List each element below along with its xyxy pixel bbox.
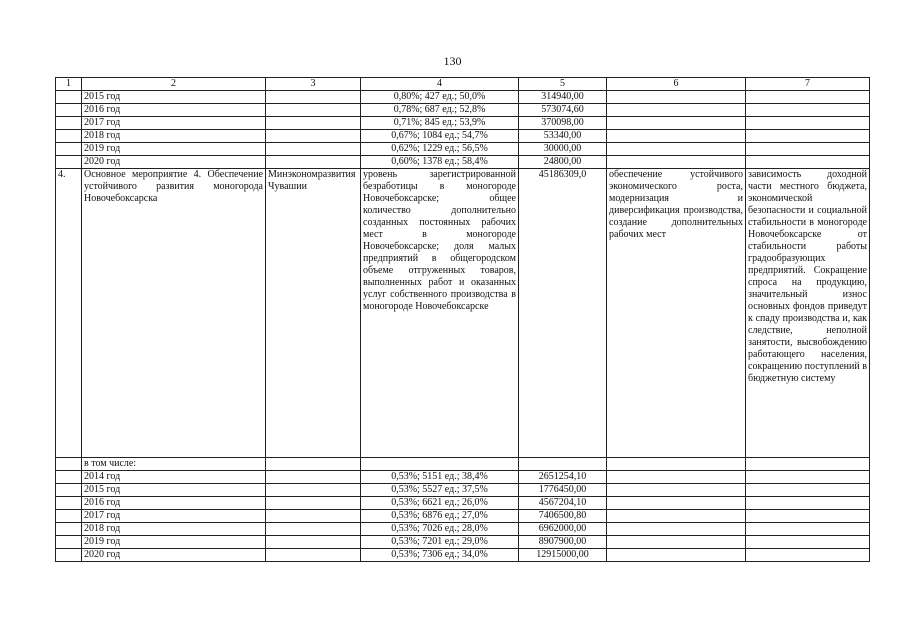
empty-cell	[56, 471, 82, 484]
year-cell: 2018 год	[82, 130, 266, 143]
empty-cell	[607, 143, 746, 156]
year-cell: 2016 год	[82, 104, 266, 117]
year-cell: 2018 год	[82, 523, 266, 536]
empty-cell	[746, 523, 870, 536]
amount-cell: 30000,00	[519, 143, 607, 156]
empty-cell	[56, 549, 82, 562]
amount-cell: 45186309,0	[519, 169, 607, 458]
empty-cell	[746, 104, 870, 117]
column-number: 1	[56, 78, 82, 91]
amount-cell: 573074,60	[519, 104, 607, 117]
year-cell: 2019 год	[82, 143, 266, 156]
empty-cell	[746, 156, 870, 169]
empty-cell	[746, 117, 870, 130]
column-number-row	[56, 78, 870, 91]
empty-cell	[266, 523, 361, 536]
empty-cell	[266, 117, 361, 130]
year-row	[56, 104, 870, 117]
empty-cell	[746, 510, 870, 523]
amount-cell: 24800,00	[519, 156, 607, 169]
empty-cell	[56, 510, 82, 523]
amount-cell: 12915000,00	[519, 549, 607, 562]
empty-cell	[746, 471, 870, 484]
executor-cell: Минэкономразвития Чувашии	[266, 169, 361, 458]
empty-cell	[361, 458, 519, 471]
empty-cell	[746, 130, 870, 143]
empty-cell	[56, 130, 82, 143]
year-cell: 2017 год	[82, 510, 266, 523]
empty-cell	[56, 156, 82, 169]
year-cell: 2015 год	[82, 91, 266, 104]
empty-cell	[746, 143, 870, 156]
column-number: 7	[746, 78, 870, 91]
empty-cell	[266, 484, 361, 497]
empty-cell	[519, 458, 607, 471]
column-number: 3	[266, 78, 361, 91]
amount-cell: 370098,00	[519, 117, 607, 130]
indicator-cell: 0,53%; 5151 ед.; 38,4%	[361, 471, 519, 484]
year-cell: 2014 год	[82, 471, 266, 484]
empty-cell	[607, 91, 746, 104]
empty-cell	[746, 497, 870, 510]
year-row	[56, 117, 870, 130]
risks-cell: зависимость доходной части местного бюджета, экономической безопасности и социальной стабильности в моногороде Новочебоксарске от стабильности работы градообразующих предприятий. Сокращение спроса на продукцию, значительный износ основных фондов приведут к спаду производства и, как следствие, неполной занятости, высвобождению работающего населения, сокращению поступлений в бюджетную систему	[746, 169, 870, 458]
empty-cell	[607, 458, 746, 471]
empty-cell	[266, 471, 361, 484]
indicator-cell: 0,80%; 427 ед.; 50,0%	[361, 91, 519, 104]
year-row	[56, 523, 870, 536]
year-cell: 2020 год	[82, 549, 266, 562]
table-body	[56, 78, 870, 562]
result-cell: обеспечение устойчивого экономического роста, модернизация и диверсификация производства, создание дополнительных рабочих мест	[607, 169, 746, 458]
year-row	[56, 536, 870, 549]
amount-cell: 4567204,10	[519, 497, 607, 510]
year-cell: 2020 год	[82, 156, 266, 169]
column-number: 4	[361, 78, 519, 91]
empty-cell	[266, 458, 361, 471]
year-row	[56, 510, 870, 523]
indicator-cell: 0,53%; 5527 ед.; 37,5%	[361, 484, 519, 497]
empty-cell	[607, 156, 746, 169]
empty-cell	[607, 510, 746, 523]
empty-cell	[56, 104, 82, 117]
empty-cell	[266, 91, 361, 104]
empty-cell	[607, 523, 746, 536]
page-number: 130	[443, 54, 462, 68]
year-row	[56, 143, 870, 156]
empty-cell	[56, 91, 82, 104]
main-activity-row	[56, 169, 870, 458]
indicators-cell: уровень зарегистрированной безработицы в моногороде Новочебоксарске; общее количество дополнительно созданных постоянных рабочих мест в моногороде Новочебоксарске; доля малых предприятий в общегородском объеме отгруженных товаров, выполненных работ и оказанных услуг собственного производства в моногороде Новочебоксарске	[361, 169, 519, 458]
empty-cell	[607, 130, 746, 143]
amount-cell: 314940,00	[519, 91, 607, 104]
year-row	[56, 549, 870, 562]
empty-cell	[607, 497, 746, 510]
year-row	[56, 130, 870, 143]
year-row	[56, 484, 870, 497]
indicator-cell: 0,53%; 6621 ед.; 26,0%	[361, 497, 519, 510]
year-cell: 2017 год	[82, 117, 266, 130]
empty-cell	[607, 549, 746, 562]
indicator-cell: 0,60%; 1378 ед.; 58,4%	[361, 156, 519, 169]
empty-cell	[607, 471, 746, 484]
empty-cell	[746, 549, 870, 562]
indicator-cell: 0,71%; 845 ед.; 53,9%	[361, 117, 519, 130]
empty-cell	[266, 156, 361, 169]
indicator-cell: 0,53%; 7306 ед.; 34,0%	[361, 549, 519, 562]
empty-cell	[607, 104, 746, 117]
empty-cell	[56, 523, 82, 536]
empty-cell	[56, 536, 82, 549]
empty-cell	[266, 497, 361, 510]
amount-cell: 53340,00	[519, 130, 607, 143]
empty-cell	[56, 484, 82, 497]
year-row	[56, 91, 870, 104]
empty-cell	[56, 497, 82, 510]
amount-cell: 2651254,10	[519, 471, 607, 484]
indicator-cell: 0,62%; 1229 ед.; 56,5%	[361, 143, 519, 156]
program-table	[55, 77, 870, 562]
year-row	[56, 497, 870, 510]
year-cell: 2016 год	[82, 497, 266, 510]
activity-name: Основное мероприятие 4. Обеспечение устойчивого развития моногорода Новочебоксарска	[82, 169, 266, 458]
empty-cell	[266, 549, 361, 562]
empty-cell	[56, 458, 82, 471]
empty-cell	[607, 484, 746, 497]
amount-cell: 7406500,80	[519, 510, 607, 523]
year-row	[56, 471, 870, 484]
indicator-cell: 0,53%; 6876 ед.; 27,0%	[361, 510, 519, 523]
indicator-cell: 0,78%; 687 ед.; 52,8%	[361, 104, 519, 117]
year-row	[56, 156, 870, 169]
column-number: 5	[519, 78, 607, 91]
empty-cell	[746, 536, 870, 549]
indicator-cell: 0,53%; 7026 ед.; 28,0%	[361, 523, 519, 536]
amount-cell: 1776450,00	[519, 484, 607, 497]
empty-cell	[607, 117, 746, 130]
empty-cell	[266, 510, 361, 523]
year-cell: 2015 год	[82, 484, 266, 497]
empty-cell	[607, 536, 746, 549]
empty-cell	[746, 91, 870, 104]
empty-cell	[746, 484, 870, 497]
empty-cell	[266, 104, 361, 117]
indicator-cell: 0,53%; 7201 ед.; 29,0%	[361, 536, 519, 549]
empty-cell	[266, 130, 361, 143]
empty-cell	[56, 143, 82, 156]
empty-cell	[746, 458, 870, 471]
amount-cell: 6962000,00	[519, 523, 607, 536]
column-number: 2	[82, 78, 266, 91]
empty-cell	[266, 536, 361, 549]
empty-cell	[56, 117, 82, 130]
empty-cell	[266, 143, 361, 156]
including-row	[56, 458, 870, 471]
column-number: 6	[607, 78, 746, 91]
year-cell: 2019 год	[82, 536, 266, 549]
including-label: в том числе:	[82, 458, 266, 471]
row-number: 4.	[56, 169, 82, 458]
amount-cell: 8907900,00	[519, 536, 607, 549]
indicator-cell: 0,67%; 1084 ед.; 54,7%	[361, 130, 519, 143]
